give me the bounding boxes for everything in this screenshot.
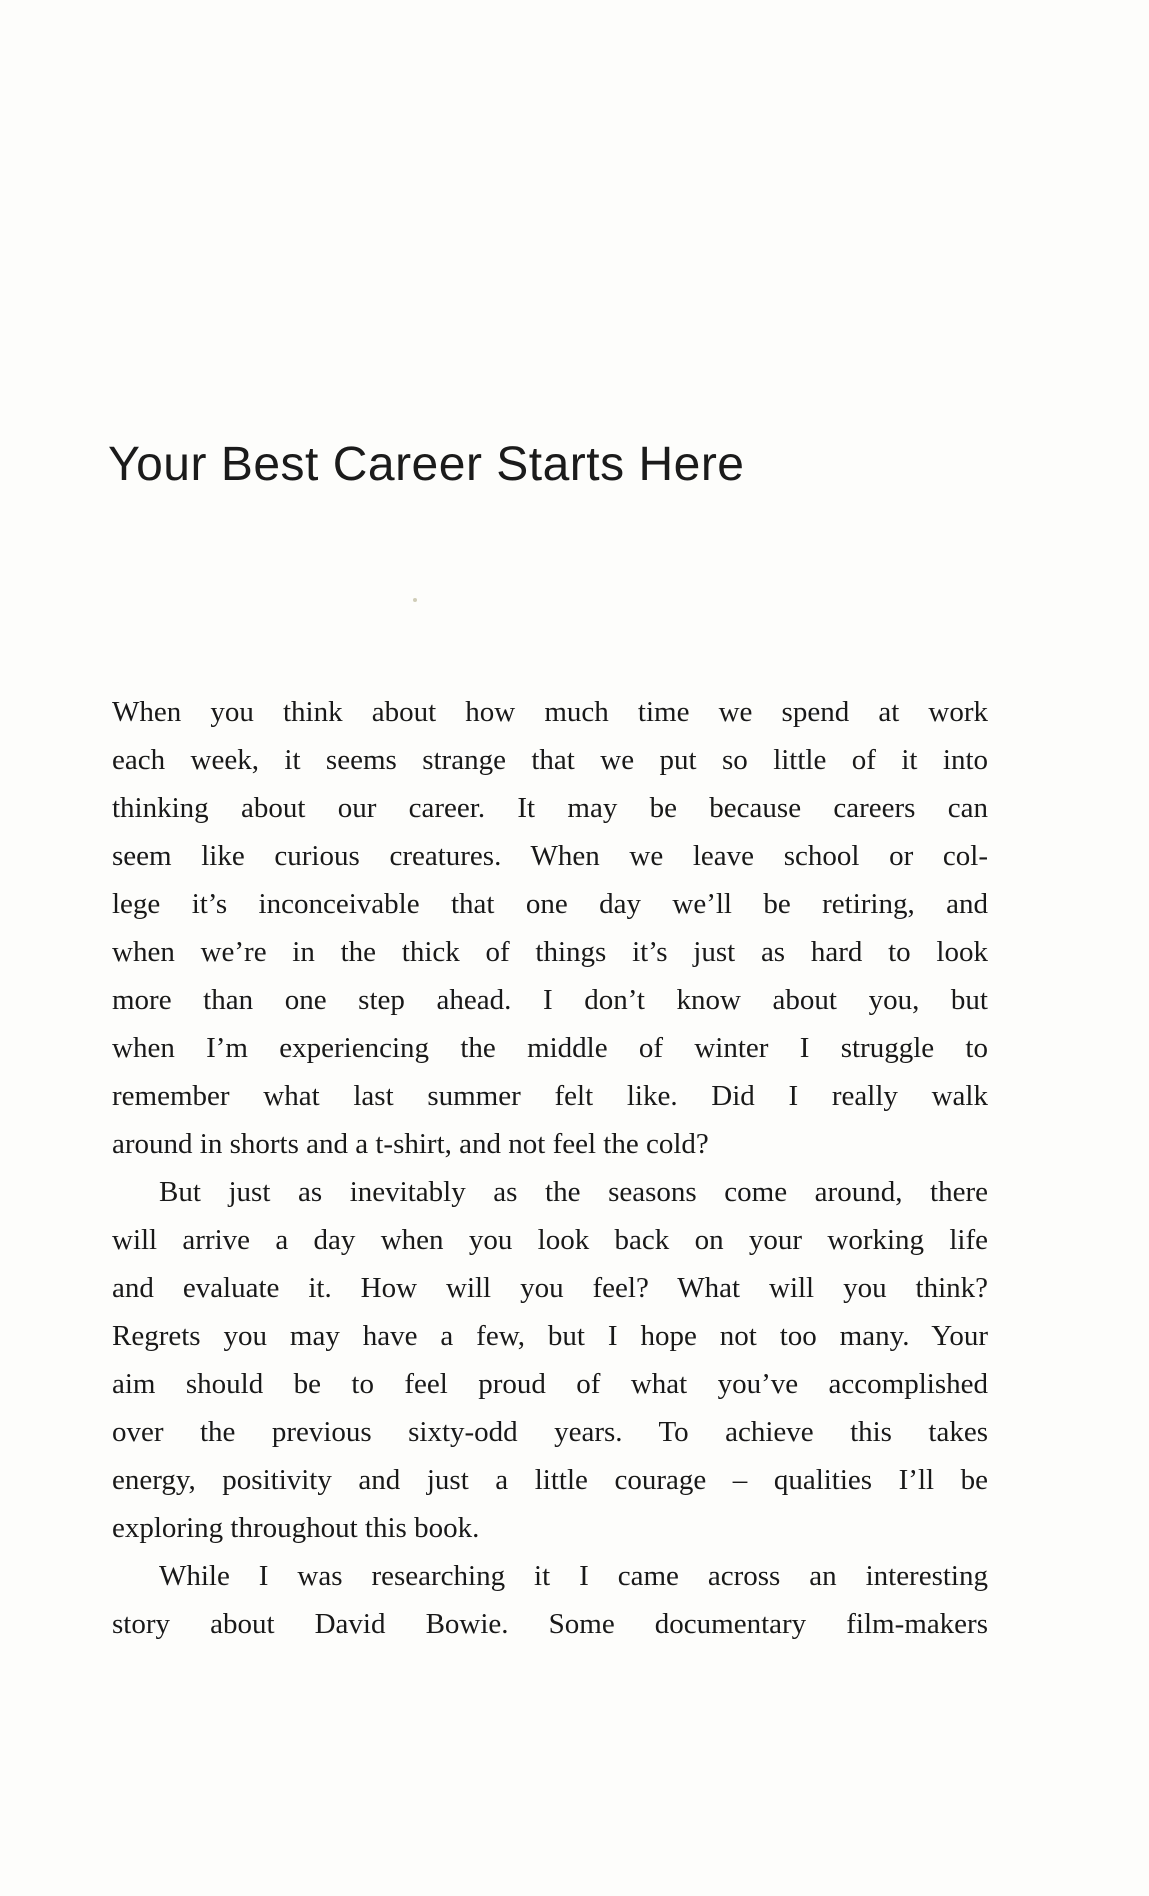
- text-line: But just as inevitably as the seasons come around, there: [159, 1176, 988, 1208]
- text-line: more than one step ahead. I don’t know about you, but: [112, 984, 988, 1016]
- text-line: will arrive a day when you look back on your working life: [112, 1224, 988, 1256]
- text-line: Regrets you may have a few, but I hope not too many. Your: [112, 1320, 988, 1352]
- text-line: when I’m experiencing the middle of winter I struggle to: [112, 1032, 988, 1064]
- text-line: lege it’s inconceivable that one day we’ll be retiring, and: [112, 888, 988, 920]
- text-line: When you think about how much time we spend at work: [112, 696, 988, 728]
- text-line: exploring throughout this book.: [112, 1512, 480, 1544]
- text-line: when we’re in the thick of things it’s just as hard to look: [112, 936, 988, 968]
- text-line: thinking about our career. It may be because careers can: [112, 792, 988, 824]
- text-line: remember what last summer felt like. Did I really walk: [112, 1080, 988, 1112]
- text-line: and evaluate it. How will you feel? What will you think?: [112, 1272, 988, 1304]
- text-line: story about David Bowie. Some documentary film-makers: [112, 1608, 988, 1640]
- text-line: energy, positivity and just a little courage – qualities I’ll be: [112, 1464, 988, 1496]
- text-line: each week, it seems strange that we put so little of it into: [112, 744, 988, 776]
- body-text: [112, 688, 988, 1648]
- text-line: over the previous sixty-odd years. To achieve this takes: [112, 1416, 988, 1448]
- scan-speck-artifact: [413, 598, 417, 602]
- text-line: aim should be to feel proud of what you’ve accomplished: [112, 1368, 988, 1400]
- text-line: seem like curious creatures. When we leave school or col-: [112, 840, 988, 872]
- chapter-title: Your Best Career Starts Here: [108, 438, 745, 491]
- text-line: around in shorts and a t-shirt, and not feel the cold?: [112, 1128, 709, 1160]
- text-line: While I was researching it I came across an interesting: [159, 1560, 988, 1592]
